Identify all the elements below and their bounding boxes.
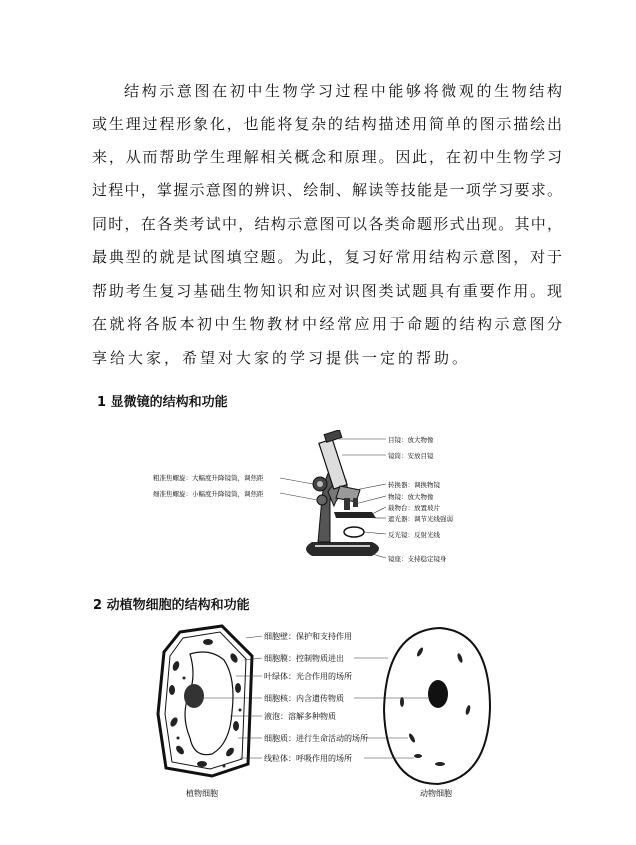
leader-line — [372, 507, 386, 514]
mitochondrion — [183, 677, 186, 680]
mitochondrion — [223, 765, 226, 768]
label-fine: 细准焦螺旋：小幅度升降镜筒，调焦距 — [153, 490, 264, 498]
leader-line — [355, 496, 386, 504]
leader-line — [280, 493, 317, 500]
paragraph-line: 过程中，掌握示意图的辨识、绘制、解读等技能是一项学习要求。 — [92, 181, 562, 199]
eyepiece — [324, 430, 342, 442]
objective-lens — [353, 498, 358, 507]
mitochondrion — [177, 737, 180, 740]
leader-line — [364, 532, 386, 534]
plant-nucleus — [184, 684, 204, 708]
animal-nucleus — [428, 680, 448, 708]
mitochondrion — [414, 754, 422, 758]
chloroplast — [197, 761, 207, 767]
paragraph-line: 同时，在各类考试中，结构示意图可以各类命题形式出现。其中， — [92, 215, 562, 233]
chloroplast — [233, 721, 239, 731]
label-objective: 物镜：放大物像 — [388, 493, 434, 501]
mitochondrion — [239, 709, 242, 712]
label-tube: 镜筒：安放目镜 — [388, 452, 434, 460]
caption-plant-cell: 植物细胞 — [186, 789, 218, 798]
fine-knob — [317, 495, 327, 505]
mitochondrion — [400, 697, 404, 707]
paragraph-line: 帮助考生复习基础生物知识和应对识图类试题具有重要作用。现 — [92, 282, 562, 300]
label-mitochondria: 线粒体：呼吸作用的场所 — [264, 754, 352, 763]
label-cell-membrane: 细胞膜：控制物质进出 — [264, 654, 344, 663]
coarse-knob-center — [317, 481, 323, 487]
paragraph-line: 在就将各版本初中生物教材中经常应用于命题的结构示意图分 — [92, 315, 562, 333]
chloroplast — [235, 683, 241, 693]
label-stage: 载物台：放置玻片 — [388, 504, 440, 512]
label-eyepiece: 目镜：放大物像 — [388, 436, 434, 444]
paragraph-line: 最典型的就是试图填空题。为此，复习好常用结构示意图，对于 — [92, 248, 562, 266]
paragraph-line: 结构示意图在初中生物学习过程中能够将微观的生物结构 — [124, 82, 562, 100]
label-mirror: 反光镜：反射光线 — [388, 531, 440, 539]
leader-line — [372, 554, 386, 558]
label-diaphragm: 遮光器：调节光线强弱 — [388, 515, 453, 523]
leader-line — [355, 484, 386, 490]
label-chloroplast: 叶绿体：光合作用的场所 — [264, 672, 352, 681]
cells-diagram — [150, 618, 510, 803]
section-heading-microscope: 1 显微镜的结构和功能 — [97, 395, 228, 410]
chloroplast — [169, 685, 175, 695]
label-vacuole: 液泡：溶解多种物质 — [264, 712, 336, 721]
paragraph-line: 享给大家，希望对大家的学习提供一定的帮助。 — [92, 349, 471, 367]
caption-animal-cell: 动物细胞 — [420, 789, 452, 798]
mitochondrion — [435, 762, 445, 766]
label-coarse: 粗准焦螺旋：大幅度升降镜筒，调焦距 — [153, 474, 264, 482]
leader-line — [280, 478, 313, 484]
chloroplast — [203, 639, 213, 645]
microscope-diagram — [150, 430, 480, 575]
paragraph-line: 来，从而帮助学生理解相关概念和原理。因此，在初中生物学习 — [92, 148, 562, 166]
mirror — [344, 527, 364, 537]
label-nosepiece: 转换器：调换物镜 — [388, 481, 440, 489]
objective-lens — [344, 498, 350, 510]
leader-line — [246, 636, 262, 638]
label-cytoplasm: 细胞质：进行生命活动的场所 — [264, 734, 368, 743]
section-heading-cells: 2 动植物细胞的结构和功能 — [93, 598, 250, 613]
stage — [334, 512, 376, 518]
label-base: 镜座：支持稳定镜身 — [388, 555, 447, 563]
microscope-base — [306, 542, 379, 556]
label-nucleus: 细胞核：内含遗传物质 — [264, 694, 344, 703]
label-cell-wall: 细胞壁：保护和支持作用 — [264, 632, 352, 641]
paragraph-line: 或生理过程形象化，也能将复杂的结构描述用简单的图示描绘出 — [92, 115, 562, 133]
